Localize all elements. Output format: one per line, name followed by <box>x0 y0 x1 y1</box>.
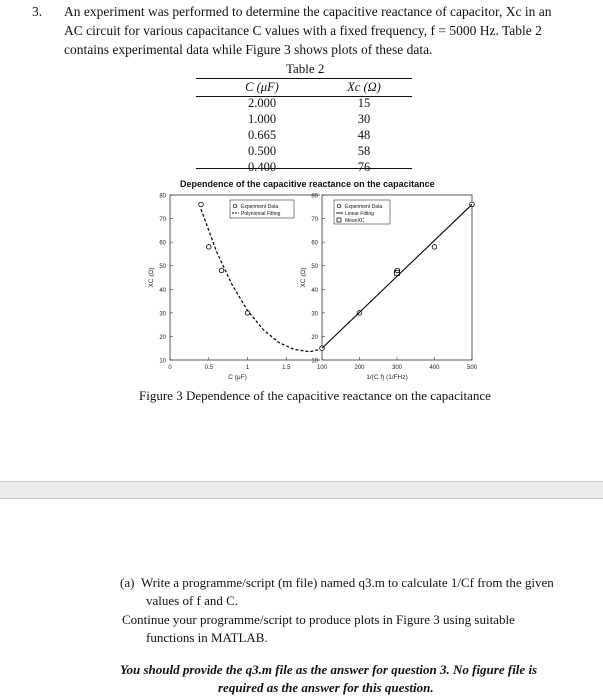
y-axis-label: XC (Ω) <box>148 267 155 288</box>
y-tick-label: 30 <box>159 311 166 318</box>
y-tick-label: 10 <box>311 358 318 365</box>
x-tick-label: 500 <box>466 365 478 371</box>
y-tick-label: 60 <box>311 240 318 247</box>
part-a-line-1 <box>120 575 554 591</box>
y-tick-label: 40 <box>311 287 318 294</box>
x-tick-label: 0 <box>168 365 172 371</box>
figure-title: Dependence of the capacitive reactance on the capacitance <box>180 179 435 189</box>
table-column-c <box>232 79 292 175</box>
x-tick-label: 400 <box>429 365 440 371</box>
plot-inverse-cf <box>300 186 480 386</box>
part-a-line-2: values of f and C. <box>146 593 239 608</box>
note-line-1: You should provide the q3.m file as the answer for question 3. No figure file is <box>120 662 538 677</box>
x-tick-label: 0.5 <box>204 365 213 371</box>
table-cell: 0.665 <box>247 128 277 142</box>
x-tick-label: 1 <box>245 365 250 371</box>
table-cell: 76 <box>357 160 371 174</box>
data-point <box>199 202 204 207</box>
part-a-label: (a) <box>120 575 135 590</box>
table-cell: 1.000 <box>247 112 277 126</box>
question-number: 3. <box>32 4 43 19</box>
x-tick-label: 1.5 <box>282 365 291 371</box>
table-cell: 48 <box>357 128 371 142</box>
y-tick-label: 60 <box>159 240 166 247</box>
plot-capacitance <box>140 186 320 386</box>
y-tick-label: 50 <box>159 264 166 271</box>
table-cell: 0.400 <box>247 160 277 174</box>
y-tick-label: 40 <box>159 287 166 294</box>
table-column-xc <box>334 79 394 175</box>
data-point <box>432 245 437 250</box>
y-tick-label: 70 <box>311 217 318 224</box>
data-point <box>206 245 211 250</box>
plot-frame <box>170 195 320 360</box>
table-cell: 30 <box>357 112 371 126</box>
table-header-xc: Xc (Ω) <box>347 80 381 94</box>
legend-label: Experiment Data <box>345 204 383 210</box>
page-separator <box>0 481 603 499</box>
y-tick-label: 10 <box>159 358 166 365</box>
table-header-c: C (μF) <box>245 80 279 94</box>
question-line-1: An experiment was performed to determine the capacitive reactance of capacitor, Xc in an <box>64 4 552 19</box>
legend-label: Linear Fitting <box>345 211 374 217</box>
part-a-text-1: Write a programme/script (m file) named q3.m to calculate 1/Cf from the given <box>140 575 554 590</box>
legend-label: Polynomial Fitting <box>241 211 281 217</box>
y-tick-label: 80 <box>159 193 166 200</box>
x-tick-label: 300 <box>391 365 403 371</box>
table-cell: 0.500 <box>247 144 277 158</box>
table-cell: 2.000 <box>247 96 277 110</box>
y-tick-label: 50 <box>311 264 318 271</box>
legend-marker <box>337 204 341 208</box>
y-tick-label: 30 <box>311 311 318 318</box>
data-point <box>219 268 224 273</box>
part-a-line-4: functions in MATLAB. <box>146 630 268 645</box>
figure-caption: Figure 3 Dependence of the capacitive reactance on the capacitance <box>139 388 491 403</box>
y-axis-label: XC (Ω) <box>300 267 307 288</box>
y-tick-label: 20 <box>159 334 166 341</box>
question-line-2: AC circuit for various capacitance C values with a fixed frequency, f = 5000 Hz. Table 2 <box>64 23 542 38</box>
y-tick-label: 20 <box>311 334 318 341</box>
fit-line <box>322 204 472 348</box>
y-tick-label: 80 <box>311 193 318 200</box>
note-line-2: required as the answer for this question. <box>218 680 434 695</box>
x-axis-label: 1/(C f) (1/FHz) <box>366 374 408 381</box>
legend-marker <box>233 204 237 208</box>
table-title: Table 2 <box>286 61 325 76</box>
x-tick-label: 200 <box>354 365 365 371</box>
legend-label: Experiment Data <box>241 204 279 210</box>
x-axis-label: C (μF) <box>228 374 247 381</box>
x-tick-label: 100 <box>316 365 328 371</box>
y-tick-label: 70 <box>159 217 166 224</box>
table-cell: 58 <box>357 144 371 158</box>
part-a-line-3: Continue your programme/script to produce plots in Figure 3 using suitable <box>122 612 515 627</box>
legend-label: MeanXC <box>345 218 365 224</box>
table-cell: 15 <box>357 96 371 110</box>
question-line-3: contains experimental data while Figure 3 shows plots of these data. <box>64 42 433 57</box>
